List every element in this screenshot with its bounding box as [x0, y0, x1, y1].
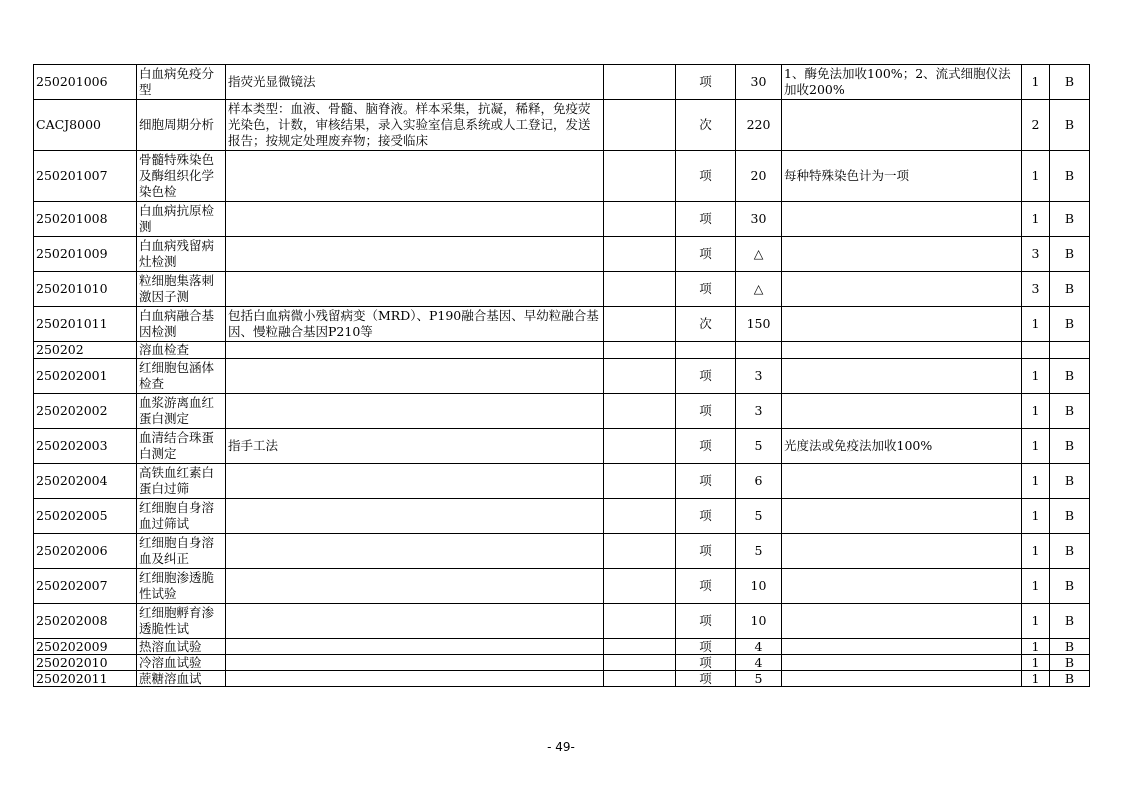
item-content-cell	[226, 464, 604, 499]
excluded-content-cell	[604, 671, 676, 687]
grade-cell: B	[1050, 655, 1090, 671]
unit-cell: 项	[676, 359, 736, 394]
category-cell: 1	[1022, 569, 1050, 604]
unit-cell: 项	[676, 655, 736, 671]
excluded-content-cell	[604, 639, 676, 655]
item-name-cell: 白血病免疫分型	[137, 65, 226, 100]
pricing-table	[33, 64, 1090, 687]
item-name-cell: 红细胞渗透脆性试验	[137, 569, 226, 604]
item-code-cell: 250202005	[34, 499, 137, 534]
note-cell	[782, 639, 1022, 655]
grade-cell: B	[1050, 569, 1090, 604]
category-cell: 1	[1022, 202, 1050, 237]
table-row	[34, 100, 1090, 151]
item-code-cell: 250201008	[34, 202, 137, 237]
item-code-cell: 250201011	[34, 307, 137, 342]
item-code-cell: 250202011	[34, 671, 137, 687]
note-cell	[782, 604, 1022, 639]
item-content-cell	[226, 202, 604, 237]
price-cell: 3	[736, 359, 782, 394]
note-cell: 每种特殊染色计为一项	[782, 151, 1022, 202]
price-cell: 4	[736, 639, 782, 655]
item-name-cell: 红细胞自身溶血过筛试	[137, 499, 226, 534]
item-code-cell: 250201010	[34, 272, 137, 307]
grade-cell: B	[1050, 359, 1090, 394]
unit-cell: 项	[676, 65, 736, 100]
note-cell	[782, 499, 1022, 534]
table-row	[34, 151, 1090, 202]
grade-cell	[1050, 342, 1090, 359]
category-cell: 1	[1022, 151, 1050, 202]
unit-cell: 项	[676, 394, 736, 429]
price-cell: 220	[736, 100, 782, 151]
note-cell	[782, 307, 1022, 342]
item-content-cell	[226, 237, 604, 272]
category-cell: 1	[1022, 307, 1050, 342]
price-cell: 5	[736, 534, 782, 569]
price-cell: 3	[736, 394, 782, 429]
category-cell: 1	[1022, 464, 1050, 499]
item-content-cell	[226, 151, 604, 202]
table-row	[34, 202, 1090, 237]
item-content-cell	[226, 569, 604, 604]
grade-cell: B	[1050, 499, 1090, 534]
table-row	[34, 429, 1090, 464]
grade-cell: B	[1050, 429, 1090, 464]
table-row	[34, 307, 1090, 342]
excluded-content-cell	[604, 655, 676, 671]
unit-cell: 项	[676, 272, 736, 307]
item-content-cell	[226, 394, 604, 429]
table-row	[34, 534, 1090, 569]
table-row	[34, 464, 1090, 499]
page-number: - 49-	[547, 740, 575, 754]
item-name-cell: 粒细胞集落刺激因子测	[137, 272, 226, 307]
note-cell	[782, 394, 1022, 429]
unit-cell: 项	[676, 464, 736, 499]
category-cell	[1022, 342, 1050, 359]
price-cell: 6	[736, 464, 782, 499]
table-row	[34, 359, 1090, 394]
note-cell: 1、酶免法加收100%；2、流式细胞仪法加收200%	[782, 65, 1022, 100]
grade-cell: B	[1050, 464, 1090, 499]
price-cell: 10	[736, 604, 782, 639]
item-content-cell: 指手工法	[226, 429, 604, 464]
item-name-cell: 蔗糖溶血试	[137, 671, 226, 687]
item-content-cell	[226, 272, 604, 307]
unit-cell	[676, 342, 736, 359]
item-code-cell: CACJ8000	[34, 100, 137, 151]
price-cell: 5	[736, 429, 782, 464]
item-content-cell	[226, 671, 604, 687]
item-content-cell	[226, 604, 604, 639]
item-name-cell: 细胞周期分析	[137, 100, 226, 151]
item-name-cell: 溶血检查	[137, 342, 226, 359]
excluded-content-cell	[604, 272, 676, 307]
price-cell: 20	[736, 151, 782, 202]
note-cell	[782, 202, 1022, 237]
item-code-cell: 250201007	[34, 151, 137, 202]
item-name-cell: 血清结合珠蛋白测定	[137, 429, 226, 464]
price-cell: 10	[736, 569, 782, 604]
unit-cell: 次	[676, 307, 736, 342]
category-cell: 3	[1022, 237, 1050, 272]
excluded-content-cell	[604, 499, 676, 534]
item-name-cell: 白血病抗原检测	[137, 202, 226, 237]
table-row	[34, 237, 1090, 272]
excluded-content-cell	[604, 604, 676, 639]
item-code-cell: 250202008	[34, 604, 137, 639]
unit-cell: 项	[676, 237, 736, 272]
excluded-content-cell	[604, 237, 676, 272]
grade-cell: B	[1050, 671, 1090, 687]
unit-cell: 项	[676, 534, 736, 569]
item-content-cell	[226, 655, 604, 671]
excluded-content-cell	[604, 342, 676, 359]
item-name-cell: 红细胞自身溶血及纠正	[137, 534, 226, 569]
price-cell: △	[736, 272, 782, 307]
unit-cell: 项	[676, 429, 736, 464]
grade-cell: B	[1050, 307, 1090, 342]
grade-cell: B	[1050, 534, 1090, 569]
table-row	[34, 604, 1090, 639]
category-cell: 2	[1022, 100, 1050, 151]
price-cell: 150	[736, 307, 782, 342]
item-code-cell: 250202006	[34, 534, 137, 569]
unit-cell: 项	[676, 671, 736, 687]
unit-cell: 次	[676, 100, 736, 151]
item-code-cell: 250201009	[34, 237, 137, 272]
table-row	[34, 342, 1090, 359]
price-cell: 5	[736, 499, 782, 534]
item-code-cell: 250202004	[34, 464, 137, 499]
note-cell	[782, 534, 1022, 569]
item-name-cell: 红细胞包涵体检查	[137, 359, 226, 394]
category-cell: 3	[1022, 272, 1050, 307]
note-cell	[782, 569, 1022, 604]
item-content-cell	[226, 342, 604, 359]
note-cell: 光度法或免疫法加收100%	[782, 429, 1022, 464]
item-content-cell	[226, 359, 604, 394]
item-code-cell: 250202002	[34, 394, 137, 429]
excluded-content-cell	[604, 569, 676, 604]
excluded-content-cell	[604, 307, 676, 342]
grade-cell: B	[1050, 151, 1090, 202]
table-row	[34, 65, 1090, 100]
note-cell	[782, 671, 1022, 687]
table-row	[34, 639, 1090, 655]
note-cell	[782, 272, 1022, 307]
category-cell: 1	[1022, 429, 1050, 464]
item-name-cell: 冷溶血试验	[137, 655, 226, 671]
item-code-cell: 250202010	[34, 655, 137, 671]
price-cell: 30	[736, 65, 782, 100]
grade-cell: B	[1050, 272, 1090, 307]
table-row	[34, 499, 1090, 534]
item-code-cell: 250202003	[34, 429, 137, 464]
table-row	[34, 671, 1090, 687]
excluded-content-cell	[604, 65, 676, 100]
excluded-content-cell	[604, 464, 676, 499]
grade-cell: B	[1050, 394, 1090, 429]
excluded-content-cell	[604, 202, 676, 237]
item-code-cell: 250201006	[34, 65, 137, 100]
category-cell: 1	[1022, 65, 1050, 100]
unit-cell: 项	[676, 499, 736, 534]
excluded-content-cell	[604, 429, 676, 464]
item-name-cell: 热溶血试验	[137, 639, 226, 655]
unit-cell: 项	[676, 151, 736, 202]
unit-cell: 项	[676, 639, 736, 655]
item-name-cell: 骨髓特殊染色及酶组织化学染色检	[137, 151, 226, 202]
note-cell	[782, 342, 1022, 359]
category-cell: 1	[1022, 394, 1050, 429]
note-cell	[782, 359, 1022, 394]
note-cell	[782, 655, 1022, 671]
note-cell	[782, 464, 1022, 499]
grade-cell: B	[1050, 65, 1090, 100]
item-name-cell: 白血病残留病灶检测	[137, 237, 226, 272]
item-code-cell: 250202	[34, 342, 137, 359]
item-content-cell	[226, 639, 604, 655]
price-cell: 5	[736, 671, 782, 687]
grade-cell: B	[1050, 604, 1090, 639]
item-name-cell: 红细胞孵育渗透脆性试	[137, 604, 226, 639]
item-code-cell: 250202009	[34, 639, 137, 655]
table-body	[34, 65, 1090, 687]
price-cell: 4	[736, 655, 782, 671]
table-row	[34, 569, 1090, 604]
item-content-cell	[226, 534, 604, 569]
grade-cell: B	[1050, 100, 1090, 151]
note-cell	[782, 237, 1022, 272]
unit-cell: 项	[676, 604, 736, 639]
table-row	[34, 394, 1090, 429]
category-cell: 1	[1022, 359, 1050, 394]
item-name-cell: 高铁血红素白蛋白过筛	[137, 464, 226, 499]
excluded-content-cell	[604, 359, 676, 394]
item-content-cell: 包括白血病微小残留病变（MRD）、P190融合基因、早幼粒融合基因、慢粒融合基因P210等	[226, 307, 604, 342]
table-row	[34, 272, 1090, 307]
category-cell: 1	[1022, 604, 1050, 639]
item-code-cell: 250202001	[34, 359, 137, 394]
item-name-cell: 血浆游离血红蛋白测定	[137, 394, 226, 429]
grade-cell: B	[1050, 639, 1090, 655]
item-content-cell: 指荧光显微镜法	[226, 65, 604, 100]
table-row	[34, 655, 1090, 671]
grade-cell: B	[1050, 202, 1090, 237]
unit-cell: 项	[676, 202, 736, 237]
category-cell: 1	[1022, 534, 1050, 569]
grade-cell: B	[1050, 237, 1090, 272]
price-cell: 30	[736, 202, 782, 237]
price-cell: △	[736, 237, 782, 272]
item-code-cell: 250202007	[34, 569, 137, 604]
item-content-cell: 样本类型：血液、骨髓、脑脊液。样本采集，抗凝，稀释，免疫荧光染色，计数，审核结果，录入实验室信息系统或人工登记，发送报告；按规定处理废弃物；接受临床	[226, 100, 604, 151]
excluded-content-cell	[604, 151, 676, 202]
unit-cell: 项	[676, 569, 736, 604]
price-cell	[736, 342, 782, 359]
note-cell	[782, 100, 1022, 151]
category-cell: 1	[1022, 655, 1050, 671]
item-name-cell: 白血病融合基因检测	[137, 307, 226, 342]
category-cell: 1	[1022, 639, 1050, 655]
category-cell: 1	[1022, 671, 1050, 687]
excluded-content-cell	[604, 534, 676, 569]
item-content-cell	[226, 499, 604, 534]
category-cell: 1	[1022, 499, 1050, 534]
excluded-content-cell	[604, 394, 676, 429]
excluded-content-cell	[604, 100, 676, 151]
